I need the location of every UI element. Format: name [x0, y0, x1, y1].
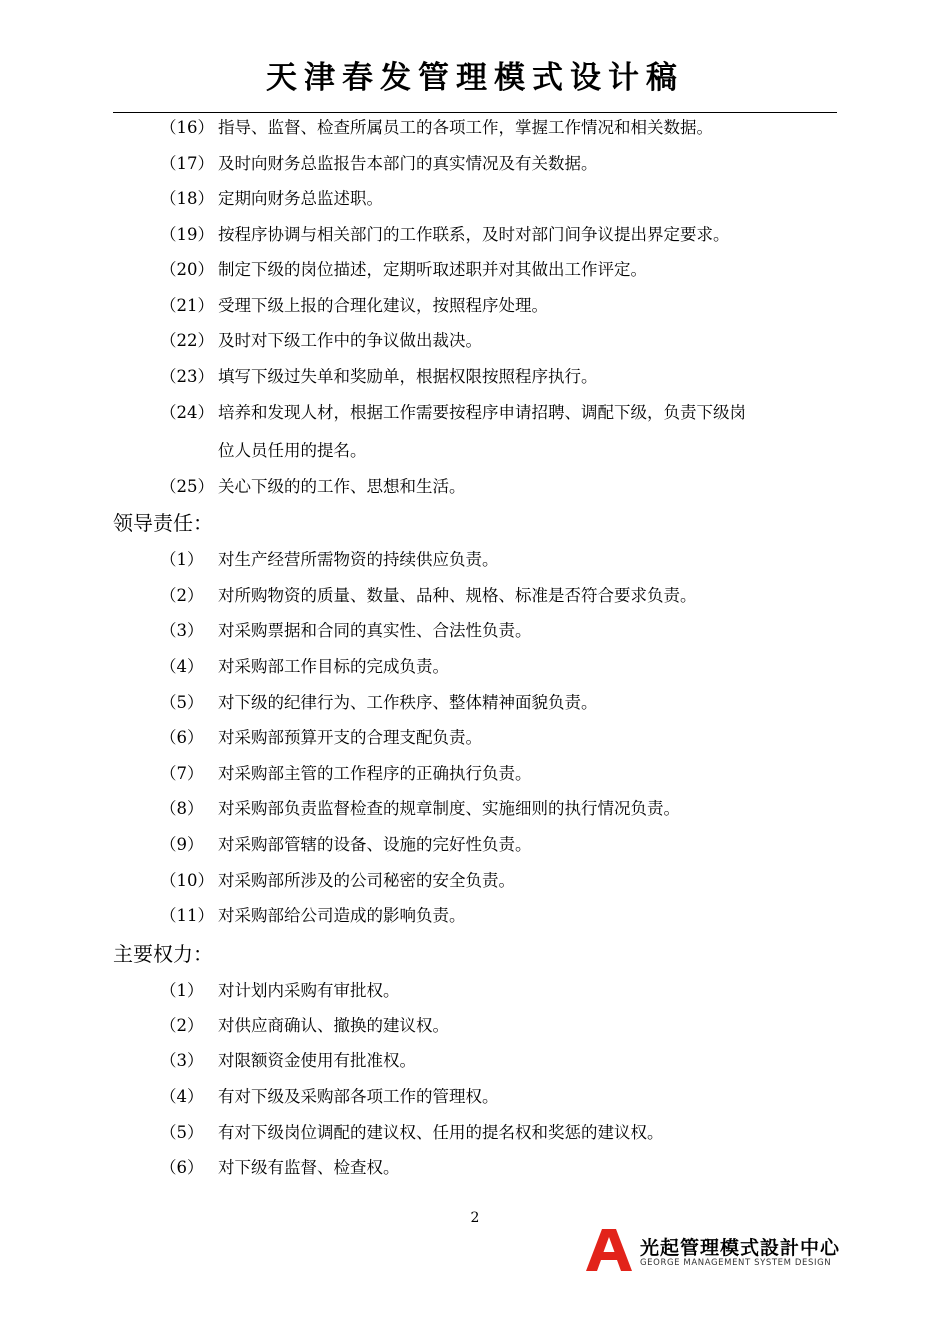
logo-english-name: GEORGE MANAGEMENT SYSTEM DESIGN	[640, 1258, 832, 1268]
item-number: （3）	[160, 621, 204, 640]
list-item	[160, 870, 515, 892]
item-text: 制定下级的岗位描述，定期听取述职并对其做出工作评定。	[218, 260, 647, 279]
section-heading-responsibilities: 领导责任：	[113, 511, 213, 535]
item-number: （1）	[160, 550, 204, 569]
logo-a-icon	[584, 1229, 632, 1271]
list-item	[160, 330, 482, 352]
page-title: 天津春发管理模式设计稿	[266, 60, 684, 96]
item-text: 对采购部负责监督检查的规章制度、实施细则的执行情况负责。	[218, 799, 680, 818]
item-text: 对采购部工作目标的完成负责。	[218, 657, 449, 676]
list-item	[160, 153, 598, 175]
list-item	[160, 585, 697, 607]
item-text: 对采购部给公司造成的影响负责。	[218, 906, 466, 925]
list-item	[160, 1050, 416, 1072]
section-heading-powers: 主要权力：	[113, 942, 213, 966]
item-text: 培养和发现人材，根据工作需要按程序申请招聘、调配下级，负责下级岗	[218, 403, 746, 422]
title-divider	[113, 112, 837, 113]
item-number: （22）	[160, 331, 214, 350]
list-item	[160, 620, 532, 642]
item-number: （5）	[160, 693, 204, 712]
item-number: （3）	[160, 1051, 204, 1070]
logo-chinese-name: 光起管理模式設計中心	[640, 1237, 841, 1259]
item-text: 对生产经营所需物资的持续供应负责。	[218, 550, 499, 569]
list-item	[160, 980, 400, 1002]
item-text: 对下级的纪律行为、工作秩序、整体精神面貌负责。	[218, 693, 598, 712]
list-item	[160, 224, 730, 246]
item-number: （17）	[160, 154, 214, 173]
item-text: 及时对下级工作中的争议做出裁决。	[218, 331, 482, 350]
list-item	[160, 727, 482, 749]
item-number: （1）	[160, 981, 204, 1000]
page-number: 2	[470, 1210, 480, 1226]
item-number: （7）	[160, 764, 204, 783]
item-number: （2）	[160, 586, 204, 605]
item-text: 定期向财务总监述职。	[218, 189, 383, 208]
item-text: 及时向财务总监报告本部门的真实情况及有关数据。	[218, 154, 598, 173]
list-item	[160, 259, 647, 281]
item-continuation: 位人员任用的提名。	[218, 441, 367, 460]
list-item	[160, 1015, 449, 1037]
item-number: （11）	[160, 906, 214, 925]
item-number: （8）	[160, 799, 204, 818]
item-text: 填写下级过失单和奖励单，根据权限按照程序执行。	[218, 367, 598, 386]
list-item	[160, 905, 466, 927]
list-item	[160, 1122, 664, 1144]
item-number: （18）	[160, 189, 214, 208]
item-number: （4）	[160, 657, 204, 676]
list-item	[160, 763, 532, 785]
logo-a-shape	[586, 1229, 632, 1271]
item-text: 对采购部预算开支的合理支配负责。	[218, 728, 482, 747]
list-item	[160, 549, 499, 571]
item-number: （6）	[160, 728, 204, 747]
list-item	[160, 1086, 499, 1108]
list-item	[160, 476, 466, 498]
item-text: 有对下级及采购部各项工作的管理权。	[218, 1087, 499, 1106]
item-number: （16）	[160, 118, 214, 137]
item-text: 对采购部所涉及的公司秘密的安全负责。	[218, 871, 515, 890]
item-text: 对下级有监督、检查权。	[218, 1158, 400, 1177]
list-item	[160, 1157, 400, 1179]
list-item	[160, 834, 532, 856]
item-text: 对采购部主管的工作程序的正确执行负责。	[218, 764, 532, 783]
list-item	[160, 798, 680, 820]
item-number: （23）	[160, 367, 214, 386]
list-item	[160, 402, 746, 424]
item-text: 对采购票据和合同的真实性、合法性负责。	[218, 621, 532, 640]
list-item	[160, 188, 383, 210]
item-number: （2）	[160, 1016, 204, 1035]
list-item	[160, 295, 548, 317]
item-number: （9）	[160, 835, 204, 854]
item-text: 对所购物资的质量、数量、品种、规格、标准是否符合要求负责。	[218, 586, 697, 605]
item-text: 受理下级上报的合理化建议，按照程序处理。	[218, 296, 548, 315]
item-text: 关心下级的的工作、思想和生活。	[218, 477, 466, 496]
item-text: 按程序协调与相关部门的工作联系，及时对部门间争议提出界定要求。	[218, 225, 730, 244]
item-text: 对采购部管辖的设备、设施的完好性负责。	[218, 835, 532, 854]
item-number: （6）	[160, 1158, 204, 1177]
list-item	[160, 692, 598, 714]
list-item	[160, 656, 449, 678]
item-text: 指导、监督、检查所属员工的各项工作，掌握工作情况和相关数据。	[218, 118, 713, 137]
item-text: 对计划内采购有审批权。	[218, 981, 400, 1000]
list-item	[160, 117, 713, 139]
item-number: （10）	[160, 871, 214, 890]
item-number: （20）	[160, 260, 214, 279]
item-number: （5）	[160, 1123, 204, 1142]
item-text: 有对下级岗位调配的建议权、任用的提名权和奖惩的建议权。	[218, 1123, 664, 1142]
item-number: （4）	[160, 1087, 204, 1106]
list-item	[160, 366, 598, 388]
footer-logo	[584, 1229, 844, 1273]
item-number: （24）	[160, 403, 214, 422]
item-text: 对限额资金使用有批准权。	[218, 1051, 416, 1070]
item-number: （25）	[160, 477, 214, 496]
item-text: 对供应商确认、撤换的建议权。	[218, 1016, 449, 1035]
item-number: （19）	[160, 225, 214, 244]
item-number: （21）	[160, 296, 214, 315]
